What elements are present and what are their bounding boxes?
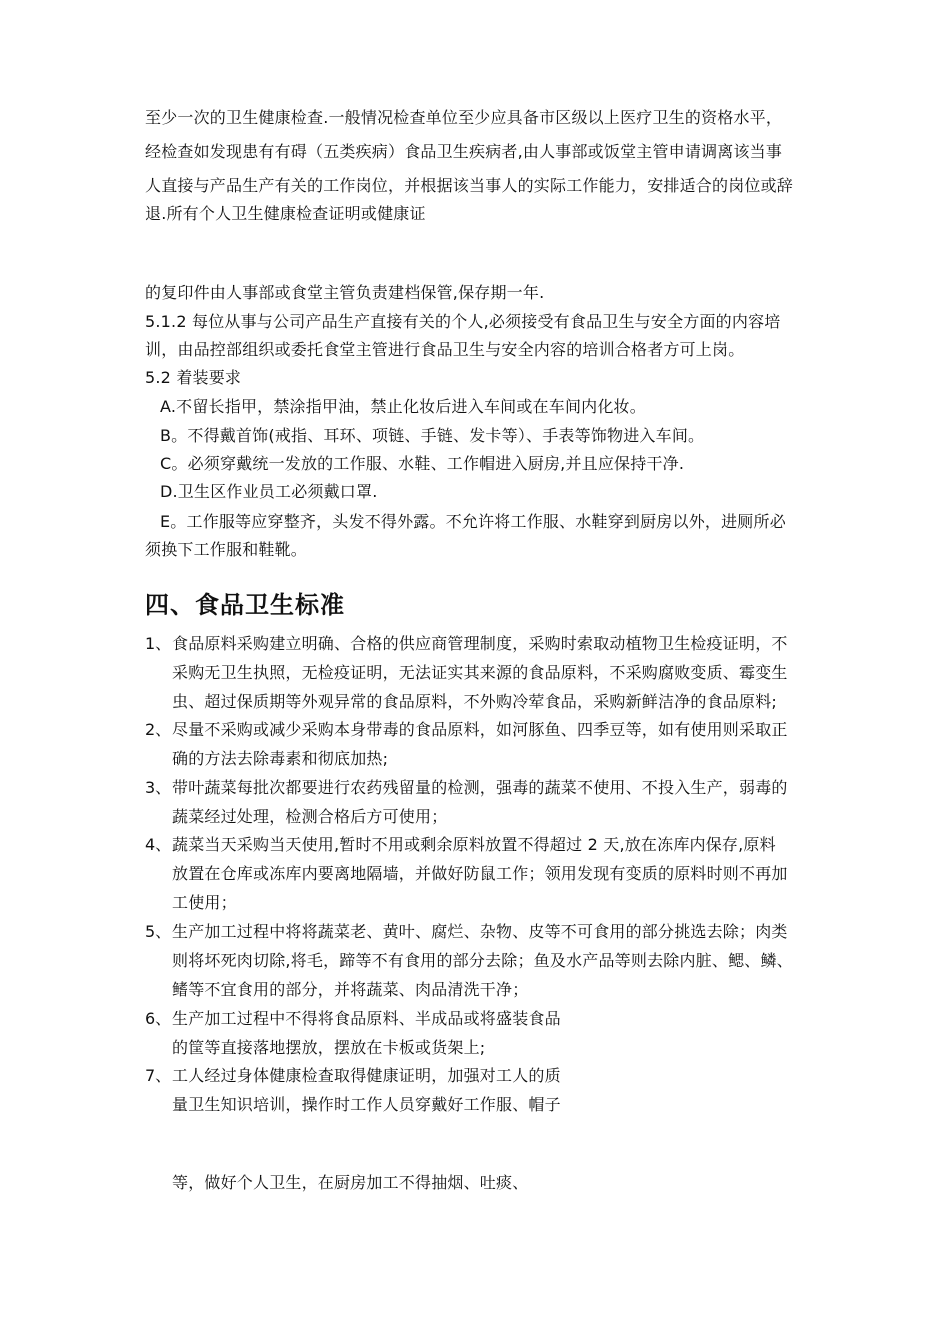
dress-rule-item: E。工作服等应穿整齐，头发不得外露。不允许将工作服、水鞋穿到厨房以外，进厕所必 [160, 512, 786, 531]
list-item-line: 食品原料采购建立明确、合格的供应商管理制度，采购时索取动植物卫生检疫证明，不 [172, 634, 788, 653]
list-item-line: 虫、超过保质期等外观异常的食品原料，不外购冷荤食品，采购新鲜洁净的食品原料; [172, 692, 777, 711]
list-item-line: 蔬菜当天采购当天使用,暂时不用或剩余原料放置不得超过 2 天,放在冻库内保存,原料 [172, 835, 776, 854]
dress-rule-item: 须换下工作服和鞋靴。 [145, 540, 308, 559]
list-number: 4、 [145, 835, 172, 854]
dress-rule-item: C。必须穿戴统一发放的工作服、水鞋、工作帽进入厨房,并且应保持干净. [160, 454, 685, 473]
dress-rule-item: B。不得戴首饰(戒指、耳环、项链、手链、发卡等）、手表等饰物进入车间。 [160, 426, 705, 445]
body-text-line: 经检查如发现患有有碍（五类疾病）食品卫生疾病者,由人事部或饭堂主管申请调离该当事 [145, 142, 783, 161]
list-item-line: 蔬菜经过处理，检测合格后方可使用； [172, 807, 448, 826]
list-number: 1、 [145, 634, 172, 653]
list-item-line: 的筐等直接落地摆放，摆放在卡板或货架上; [172, 1038, 486, 1057]
body-text-line: 5.1.2 每位从事与公司产品生产直接有关的个人,必须接受有食品卫生与安全方面的内容培 [145, 312, 781, 331]
list-item-line: 鳍等不宜食用的部分，并将蔬菜、肉品清洗干净； [172, 980, 529, 999]
list-item-line: 放置在仓库或冻库内要离地隔墙，并做好防鼠工作；领用发现有变质的原料时则不再加 [172, 864, 788, 883]
list-number: 3、 [145, 778, 172, 797]
list-number: 7、 [145, 1066, 172, 1085]
body-text-line: 至少一次的卫生健康检查.一般情况检查单位至少应具备市区级以上医疗卫生的资格水平， [145, 108, 783, 127]
list-item-line: 则将坏死肉切除,将毛，蹄等不有食用的部分去除；鱼及水产品等则去除内脏、鳃、鳞、 [172, 951, 793, 970]
subsection-heading: 5.2 着装要求 [145, 368, 242, 387]
list-item-line: 采购无卫生执照，无检疫证明，无法证实其来源的食品原料，不采购腐败变质、霉变生 [172, 663, 788, 682]
list-item-line: 生产加工过程中不得将食品原料、半成品或将盛装食品 [172, 1009, 561, 1028]
list-number: 5、 [145, 922, 172, 941]
dress-rule-item: A.不留长指甲，禁涂指甲油，禁止化妆后进入车间或在车间内化妆。 [160, 397, 646, 416]
list-number: 2、 [145, 720, 172, 739]
list-item-line: 生产加工过程中将将蔬菜老、黄叶、腐烂、杂物、皮等不可食用的部分挑选去除；肉类 [172, 922, 788, 941]
section-title: 四、食品卫生标准 [145, 591, 345, 619]
body-text-line: 的复印件由人事部或食堂主管负责建档保管,保存期一年. [145, 283, 545, 302]
list-item-line: 确的方法去除毒素和彻底加热; [172, 749, 389, 768]
body-text-line: 人直接与产品生产有关的工作岗位，并根据该当事人的实际工作能力，安排适合的岗位或辞 [145, 176, 794, 195]
body-text-line: 退.所有个人卫生健康检查证明或健康证 [145, 204, 426, 223]
list-number: 6、 [145, 1009, 172, 1028]
dress-rule-item: D.卫生区作业员工必须戴口罩. [160, 482, 378, 501]
list-item-line: 工使用； [172, 893, 237, 912]
list-item-line: 带叶蔬菜每批次都要进行农药残留量的检测，强毒的蔬菜不使用、不投入生产，弱毒的 [172, 778, 788, 797]
list-item-line: 工人经过身体健康检查取得健康证明，加强对工人的质 [172, 1066, 561, 1085]
list-item-line: 尽量不采购或减少采购本身带毒的食品原料，如河豚鱼、四季豆等，如有使用则采取正 [172, 720, 788, 739]
body-text-line: 训，由品控部组织或委托食堂主管进行食品卫生与安全内容的培训合格者方可上岗。 [145, 340, 745, 359]
list-item-line: 等，做好个人卫生，在厨房加工不得抽烟、吐痰、 [172, 1173, 529, 1192]
list-item-line: 量卫生知识培训，操作时工作人员穿戴好工作服、帽子 [172, 1095, 561, 1114]
